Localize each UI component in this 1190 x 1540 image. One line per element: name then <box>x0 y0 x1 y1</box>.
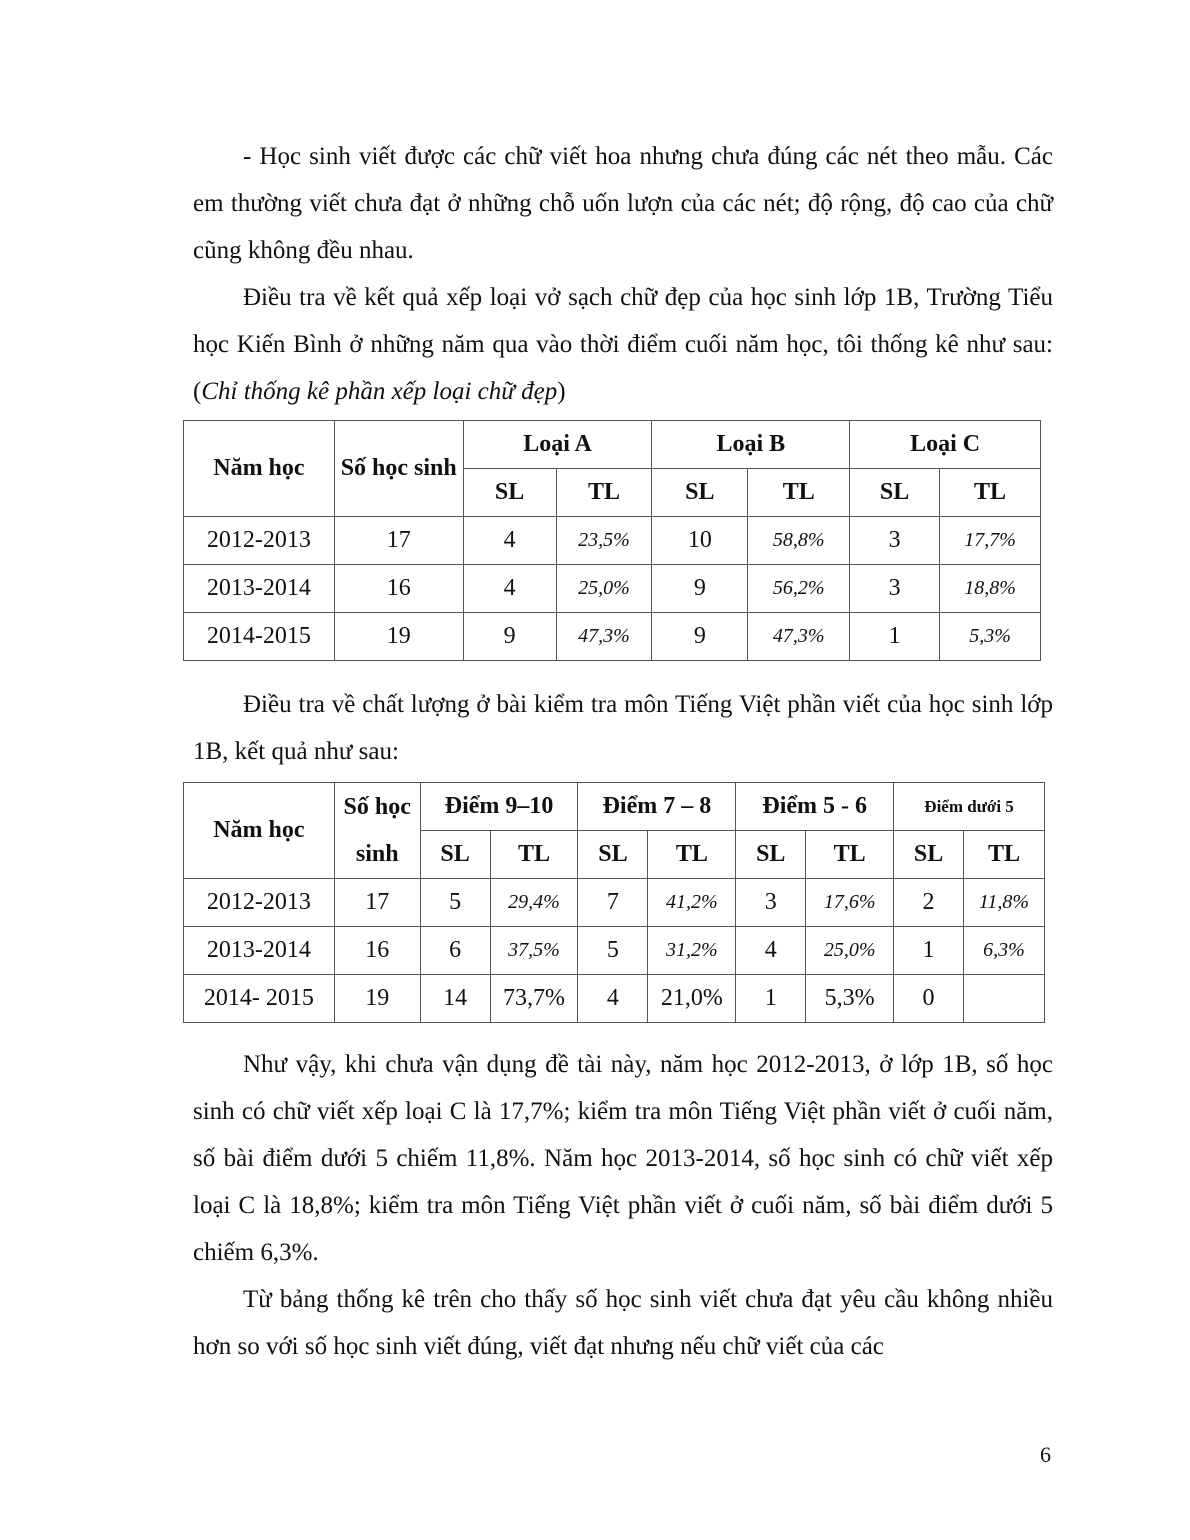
cell-g4-tl <box>964 975 1045 1023</box>
cell-g1-sl: 5 <box>420 879 490 927</box>
cell-year: 2013-2014 <box>184 565 335 613</box>
handwriting-classification-table <box>183 420 1041 661</box>
header-tl: TL <box>940 469 1041 517</box>
header-tl: TL <box>806 831 894 879</box>
cell-students: 17 <box>334 879 420 927</box>
paragraph-analysis: Như vậy, khi chưa vận dụng đề tài này, năm học 2012-2013, ở lớp 1B, số học sinh có chữ viết xếp loại C là 17,7%; kiểm tra môn Tiếng Việt phần viết ở cuối năm, số bài điểm dưới 5 chiếm 11,8%. Năm học 2013-2014, số học sinh có chữ viết xếp loại C là 18,8%; kiểm tra môn Tiếng Việt phần viết ở cuối năm, số bài điểm dưới 5 chiếm 6,3%. <box>193 1051 1053 1266</box>
header-loai-a: Loại A <box>463 421 652 469</box>
paragraph-conclusion: Từ bảng thống kê trên cho thấy số học sinh viết chưa đạt yêu cầu không nhiều hơn so với số học sinh viết đúng, viết đạt nhưng nếu chữ viết của các <box>193 1286 1053 1360</box>
cell-g4-sl: 0 <box>894 975 964 1023</box>
cell-g1-tl: 73,7% <box>490 975 578 1023</box>
cell-g3-sl: 3 <box>736 879 806 927</box>
header-sl: SL <box>736 831 806 879</box>
cell-students: 19 <box>334 613 463 661</box>
cell-g3-tl: 5,3% <box>806 975 894 1023</box>
header-diem-duoi-5: Điểm dưới 5 <box>894 783 1045 831</box>
cell-c-tl: 18,8% <box>940 565 1041 613</box>
survey-intro-text: Điều tra về kết quả xếp loại vở sạch chữ đẹp của học sinh lớp 1B, Trường Tiểu học Kiến Bình ở những năm qua vào thời điểm cuối năm học, tôi thống kê như sau: ( <box>193 284 1053 405</box>
cell-g2-tl: 41,2% <box>648 879 736 927</box>
cell-g3-sl: 1 <box>736 975 806 1023</box>
cell-b-tl: 56,2% <box>748 565 850 613</box>
cell-a-tl: 47,3% <box>556 613 652 661</box>
header-sl: SL <box>894 831 964 879</box>
header-year: Năm học <box>184 783 335 879</box>
cell-b-sl: 9 <box>652 613 748 661</box>
cell-c-sl: 3 <box>850 517 940 565</box>
paragraph-survey-intro <box>193 274 1053 415</box>
cell-students: 17 <box>334 517 463 565</box>
header-sl: SL <box>652 469 748 517</box>
cell-a-sl: 4 <box>463 565 556 613</box>
cell-g4-tl: 11,8% <box>964 879 1045 927</box>
cell-g3-tl: 17,6% <box>806 879 894 927</box>
header-tl: TL <box>556 469 652 517</box>
test-score-table <box>183 782 1045 1023</box>
cell-b-tl: 47,3% <box>748 613 850 661</box>
cell-g3-sl: 4 <box>736 927 806 975</box>
cell-g2-sl: 5 <box>578 927 648 975</box>
table-row <box>184 565 1041 613</box>
header-loai-b: Loại B <box>652 421 850 469</box>
cell-year: 2012-2013 <box>184 517 335 565</box>
paragraph-test-survey: Điều tra về chất lượng ở bài kiểm tra môn Tiếng Việt phần viết của học sinh lớp 1B, kết quả như sau: <box>193 691 1053 765</box>
header-year: Năm học <box>184 421 335 517</box>
survey-intro-close: ) <box>557 378 566 405</box>
header-students: Số học sinh <box>334 421 463 517</box>
cell-year: 2014- 2015 <box>184 975 335 1023</box>
cell-g1-sl: 14 <box>420 975 490 1023</box>
header-diem-9-10: Điểm 9–10 <box>420 783 578 831</box>
cell-c-sl: 1 <box>850 613 940 661</box>
header-sl: SL <box>850 469 940 517</box>
cell-b-sl: 10 <box>652 517 748 565</box>
cell-g4-sl: 2 <box>894 879 964 927</box>
header-sl: SL <box>578 831 648 879</box>
header-tl: TL <box>648 831 736 879</box>
header-sl: SL <box>463 469 556 517</box>
header-students: Số học sinh <box>334 783 420 879</box>
header-tl: TL <box>490 831 578 879</box>
table-row <box>184 613 1041 661</box>
cell-year: 2012-2013 <box>184 879 335 927</box>
cell-g3-tl: 25,0% <box>806 927 894 975</box>
table-row <box>184 927 1045 975</box>
page-number: 6 <box>1040 1442 1051 1467</box>
table-row <box>184 517 1041 565</box>
cell-g1-sl: 6 <box>420 927 490 975</box>
header-diem-7-8: Điểm 7 – 8 <box>578 783 736 831</box>
header-diem-5-6: Điểm 5 - 6 <box>736 783 894 831</box>
table-row <box>184 975 1045 1023</box>
cell-students: 19 <box>334 975 420 1023</box>
cell-g2-sl: 4 <box>578 975 648 1023</box>
cell-g2-sl: 7 <box>578 879 648 927</box>
cell-year: 2014-2015 <box>184 613 335 661</box>
cell-students: 16 <box>334 565 463 613</box>
cell-c-tl: 17,7% <box>940 517 1041 565</box>
survey-intro-note: Chỉ thống kê phần xếp loại chữ đẹp <box>201 378 558 405</box>
cell-a-tl: 25,0% <box>556 565 652 613</box>
cell-g2-tl: 31,2% <box>648 927 736 975</box>
cell-c-sl: 3 <box>850 565 940 613</box>
cell-b-sl: 9 <box>652 565 748 613</box>
cell-year: 2013-2014 <box>184 927 335 975</box>
cell-c-tl: 5,3% <box>940 613 1041 661</box>
paragraph-handwriting-issues: - Học sinh viết được các chữ viết hoa nhưng chưa đúng các nét theo mẫu. Các em thường viết chưa đạt ở những chỗ uốn lượn của các nét; độ rộng, độ cao của chữ cũng không đều nhau. <box>193 143 1053 264</box>
cell-b-tl: 58,8% <box>748 517 850 565</box>
cell-g4-tl: 6,3% <box>964 927 1045 975</box>
cell-a-sl: 9 <box>463 613 556 661</box>
cell-a-sl: 4 <box>463 517 556 565</box>
header-loai-c: Loại C <box>850 421 1041 469</box>
cell-g4-sl: 1 <box>894 927 964 975</box>
header-tl: TL <box>748 469 850 517</box>
cell-g1-tl: 37,5% <box>490 927 578 975</box>
cell-students: 16 <box>334 927 420 975</box>
header-tl: TL <box>964 831 1045 879</box>
header-sl: SL <box>420 831 490 879</box>
table-row <box>184 879 1045 927</box>
cell-g2-tl: 21,0% <box>648 975 736 1023</box>
cell-g1-tl: 29,4% <box>490 879 578 927</box>
cell-a-tl: 23,5% <box>556 517 652 565</box>
